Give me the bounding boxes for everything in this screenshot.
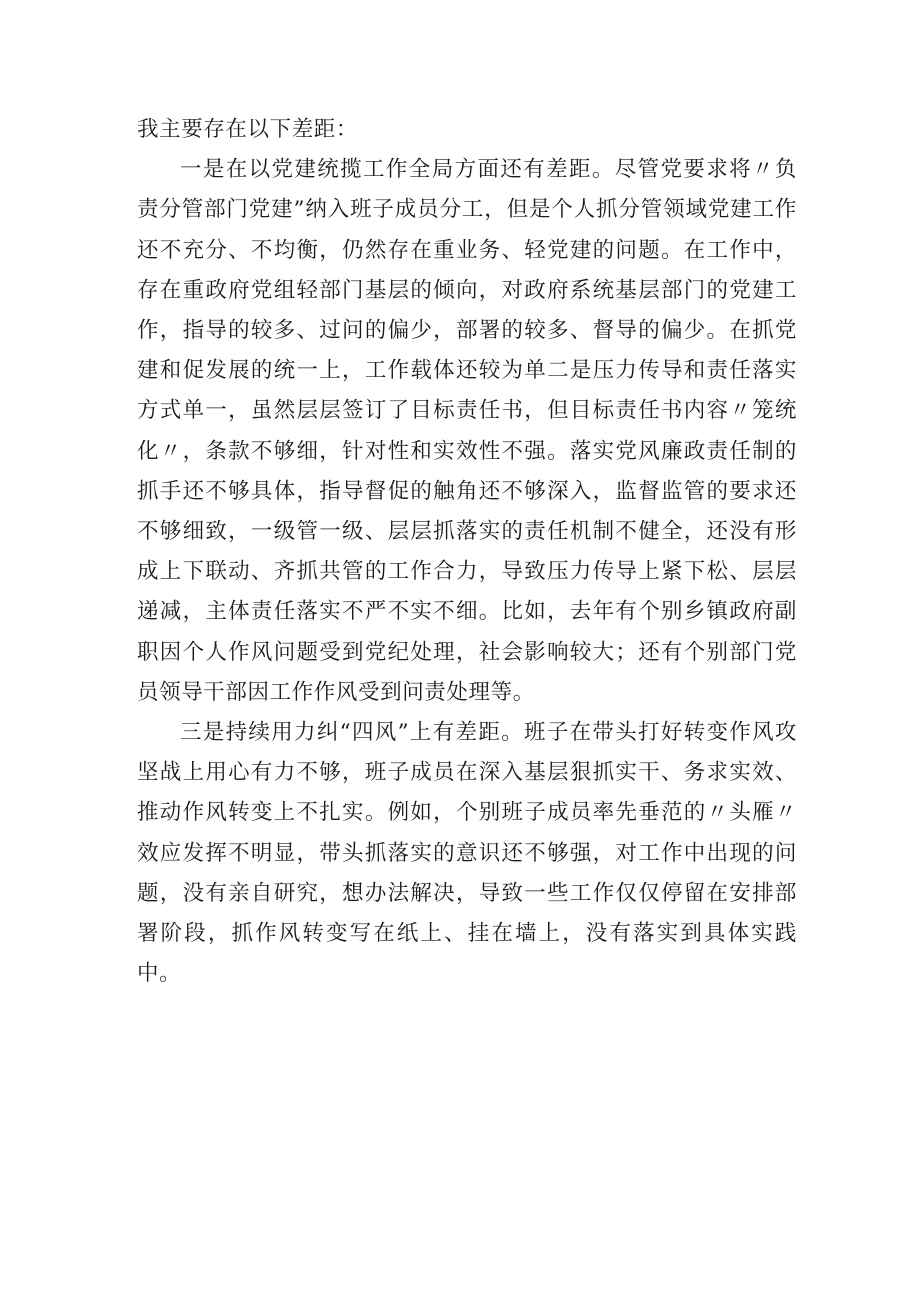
paragraph-point-one: 一是在以党建统揽工作全局方面还有差距。尽管党要求将〃负责分管部门党建”纳入班子成员分工，但是个人抓分管领域党建工作还不充分、不均衡，仍然存在重业务、轻党建的问题。在工作中，存在重政府党组轻部门基层的倾向，对政府系统基层部门的党建工作，指导的较多、过问的偏少，部署的较多、督导的偏少。在抓党建和促发展的统一上，工作载体还较为单二是压力传导和责任落实方式单一，虽然层层签订了目标责任书，但目标责任书内容〃笼统化〃，条款不够细，针对性和实效性不强。落实党风廉政责任制的抓手还不够具体，指导督促的触角还不够深入，监督监管的要求还不够细致，一级管一级、层层抓落实的责任机制不健全，还没有形成上下联动、齐抓共管的工作合力，导致压力传导上紧下松、层层递减，主体责任落实不严不实不细。比如，去年有个别乡镇政府副职因个人作风问题受到党纪处理，社会影响较大；还有个别部门党员领导干部因工作作风受到问责处理等。 — [137, 157, 797, 705]
document-body — [137, 110, 797, 994]
paragraph-point-three: 三是持续用力纠“四风”上有差距。班子在带头打好转变作风攻坚战上用心有力不够，班子成员在深入基层狠抓实干、务求实效、推动作风转变上不扎实。例如，个别班子成员率先垂范的〃头雁〃效应发挥不明显，带头抓落实的意识还不够强，对工作中出现的问题，没有亲自研究，想办法解决，导致一些工作仅仅停留在安排部署阶段，抓作风转变写在纸上、挂在墙上，没有落实到具体实践中。 — [137, 720, 797, 987]
paragraph-intro: 我主要存在以下差距： — [137, 117, 359, 142]
